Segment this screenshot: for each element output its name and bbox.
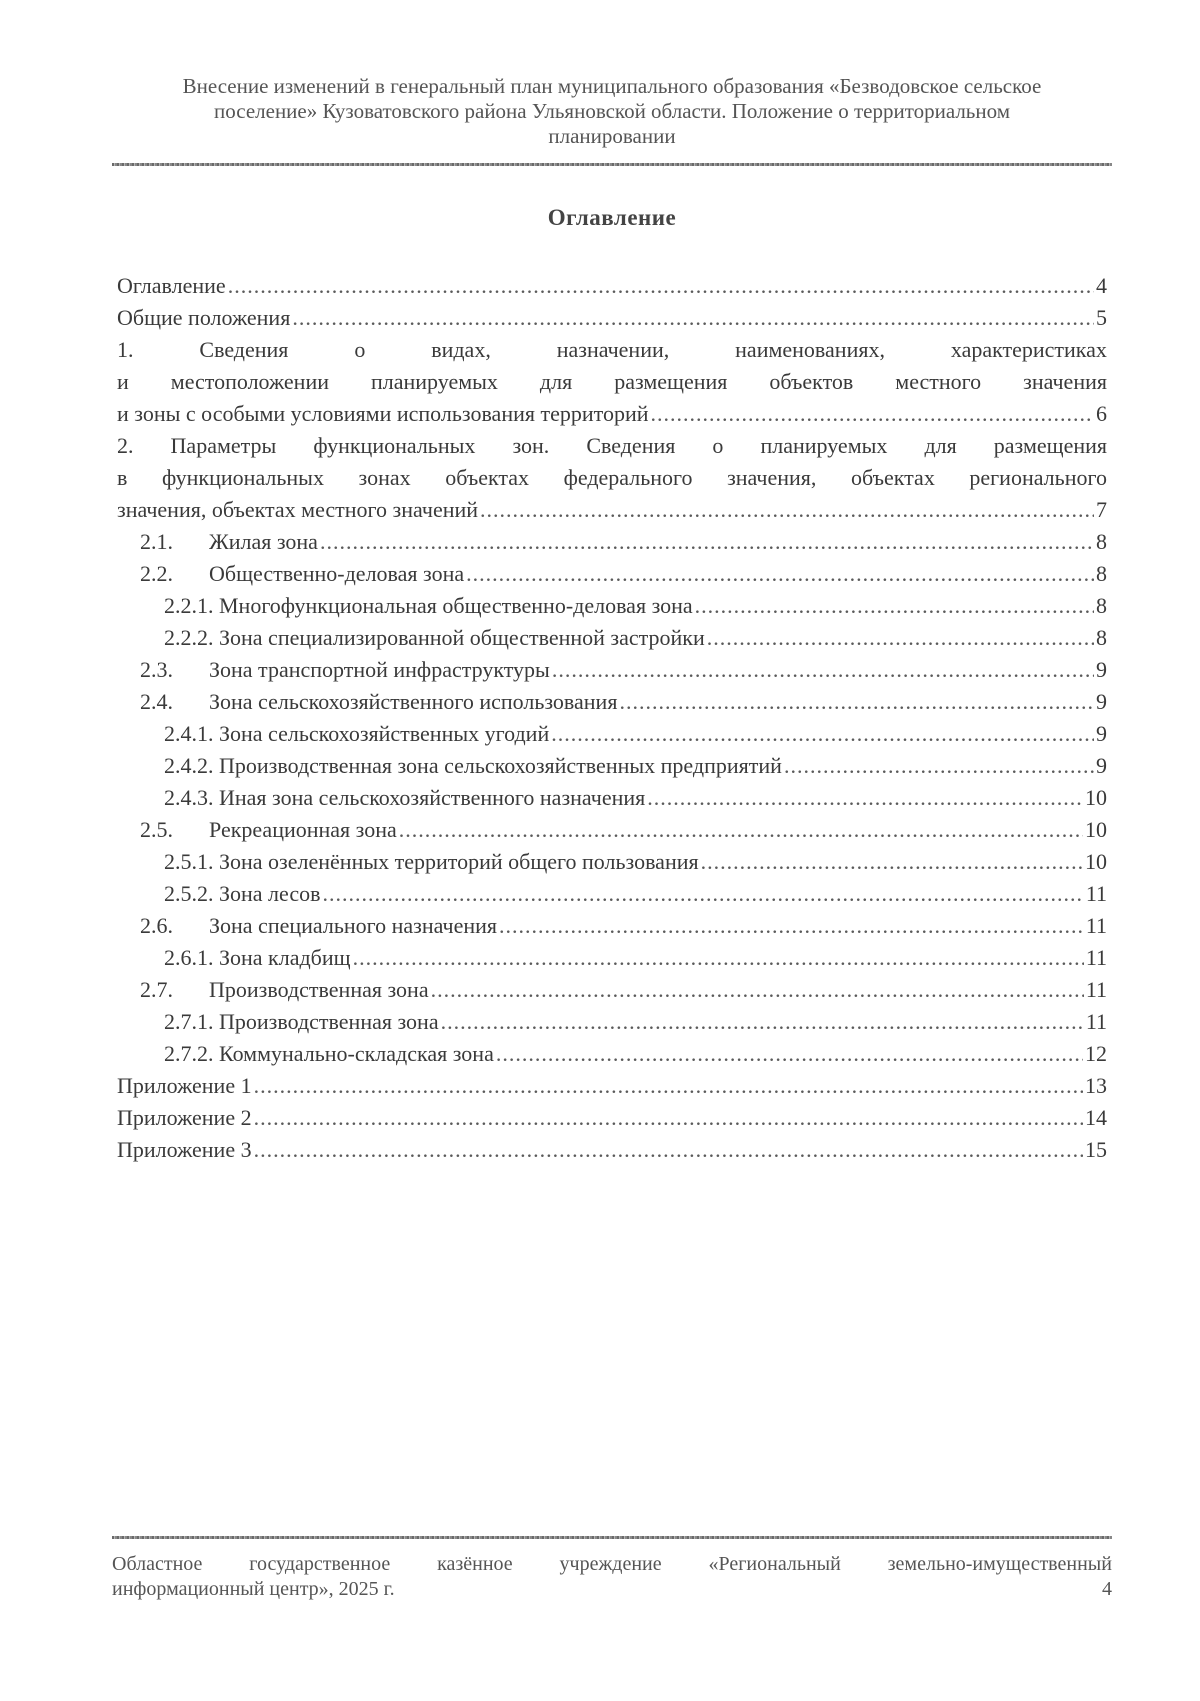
word: 1. [117, 337, 134, 362]
header-line-2: поселение» Кузоватовского района Ульяновской области. Положение о территориальном [213, 99, 1011, 123]
toc-entry-page: 11 [1085, 1009, 1107, 1034]
toc-entry-title: 2.5.1. Зона озеленённых территорий общего пользования [164, 849, 699, 874]
table-of-contents [117, 270, 1107, 1166]
word: для [539, 369, 573, 394]
toc-entry-title: 2.2.1. Многофункциональная общественно-деловая зона [164, 593, 693, 618]
word: Областное [112, 1553, 203, 1575]
toc-entry-title: Зона транспортной инфраструктуры [209, 657, 550, 682]
page-number: 4 [1102, 1578, 1112, 1600]
toc-entry-oglavlenie[interactable] [117, 270, 1107, 302]
toc-entry-2-2-1[interactable] [117, 590, 1107, 622]
header-divider [112, 163, 1112, 166]
footer-organization: информационный центр», 2025 г. [112, 1578, 395, 1600]
toc-entry-2-3[interactable] [117, 654, 1107, 686]
toc-entry-page: 11 [1085, 945, 1107, 970]
toc-entry-page: 10 [1085, 849, 1107, 874]
leader-dots [695, 590, 1094, 622]
toc-entry-2-4-3[interactable] [117, 782, 1107, 814]
toc-entry-2-7-1[interactable] [117, 1006, 1107, 1038]
word: характеристиках [950, 337, 1107, 362]
toc-entry-page: 5 [1096, 305, 1107, 330]
toc-entry-title: 2.2.2. Зона специализированной общественной застройки [164, 625, 705, 650]
toc-entry-line [117, 430, 1107, 462]
toc-entry-title: 2.7.2. Коммунально-складская зона [164, 1041, 494, 1066]
toc-entry-title: 2.4.2. Производственная зона сельскохозяйственных предприятий [164, 753, 782, 778]
word: функциональных [161, 465, 324, 490]
leader-dots [619, 686, 1094, 718]
toc-entry-line [117, 462, 1107, 494]
toc-entry-line [117, 366, 1107, 398]
toc-entry-appendix-1[interactable] [117, 1070, 1107, 1102]
toc-entry-2-5-2[interactable] [117, 878, 1107, 910]
toc-entry-number: 2.3. [140, 657, 173, 682]
toc-entry-page: 9 [1096, 721, 1107, 746]
toc-entry-title: 2.4.1. Зона сельскохозяйственных угодий [164, 721, 550, 746]
toc-entry-2-5-1[interactable] [117, 846, 1107, 878]
leader-dots [707, 622, 1094, 654]
leader-dots [784, 750, 1094, 782]
toc-entry-2-7-2[interactable] [117, 1038, 1107, 1070]
toc-entry-page: 9 [1096, 753, 1107, 778]
toc-entry-page: 10 [1085, 817, 1107, 842]
toc-entry-appendix-2[interactable] [117, 1102, 1107, 1134]
word: назначении, [556, 337, 670, 362]
toc-entry-section-2[interactable] [117, 430, 1107, 526]
toc-entry-page: 12 [1085, 1041, 1107, 1066]
word: Сведения [199, 337, 289, 362]
toc-entry-title: Рекреационная зона [209, 817, 397, 842]
toc-entry-title: Производственная зона [209, 977, 429, 1002]
leader-dots [441, 1006, 1084, 1038]
toc-entry-line [117, 334, 1107, 366]
toc-entry-title: Приложение 3 [117, 1137, 252, 1162]
word: планируемых [760, 433, 888, 458]
leader-dots [499, 910, 1084, 942]
word: 2. [117, 433, 134, 458]
leader-dots [323, 878, 1084, 910]
toc-entry-page: 9 [1096, 689, 1107, 714]
leader-dots [480, 494, 1094, 526]
toc-entry-obshchie-polozheniya[interactable] [117, 302, 1107, 334]
toc-entry-title: значения, объектах местного значений [117, 497, 479, 522]
toc-entry-page: 8 [1096, 593, 1107, 618]
toc-entry-page: 7 [1096, 497, 1107, 522]
word: размещения [614, 369, 728, 394]
running-header [112, 74, 1112, 149]
word: местоположении [170, 369, 329, 394]
word: и [117, 369, 129, 394]
toc-entry-title: 2.6.1. Зона кладбищ [164, 945, 351, 970]
toc-entry-title: и зоны с особыми условиями использования территорий [117, 401, 649, 426]
word: в [117, 465, 128, 490]
toc-entry-title: Приложение 1 [117, 1073, 252, 1098]
toc-entry-page: 10 [1085, 785, 1107, 810]
toc-entry-appendix-3[interactable] [117, 1134, 1107, 1166]
leader-dots [320, 526, 1094, 558]
leader-dots [552, 654, 1094, 686]
toc-heading: Оглавление [547, 205, 677, 230]
toc-entry-2-6[interactable] [117, 910, 1107, 942]
footer-line-1 [112, 1552, 1112, 1577]
toc-entry-page: 14 [1085, 1105, 1107, 1130]
toc-entry-number: 2.5. [140, 817, 173, 842]
word: объектов [769, 369, 854, 394]
toc-entry-line [117, 494, 1107, 526]
leader-dots [466, 558, 1094, 590]
toc-entry-section-1[interactable] [117, 334, 1107, 430]
word: «Региональный [708, 1553, 841, 1575]
leader-dots [254, 1134, 1083, 1166]
toc-entry-2-6-1[interactable] [117, 942, 1107, 974]
word: федерального [563, 465, 693, 490]
toc-entry-line [117, 398, 1107, 430]
toc-entry-page: 11 [1085, 977, 1107, 1002]
word: регионального [969, 465, 1107, 490]
toc-entry-page: 9 [1096, 657, 1107, 682]
toc-entry-title: Общие положения [117, 305, 291, 330]
word: размещения [993, 433, 1107, 458]
toc-entry-page: 8 [1096, 529, 1107, 554]
word: объектах [850, 465, 935, 490]
toc-entry-page: 11 [1085, 913, 1107, 938]
header-line-3: планировании [548, 124, 676, 148]
toc-entry-title: Зона сельскохозяйственного использования [209, 689, 618, 714]
footer-line-2 [112, 1577, 1112, 1602]
leader-dots [647, 782, 1083, 814]
running-footer [112, 1552, 1112, 1602]
toc-entry-2-1[interactable] [117, 526, 1107, 558]
toc-entry-2-4-2[interactable] [117, 750, 1107, 782]
toc-entry-number: 2.2. [140, 561, 173, 586]
leader-dots [254, 1102, 1083, 1134]
word: Параметры [170, 433, 277, 458]
word: о [354, 337, 366, 362]
toc-entry-title: Оглавление [117, 273, 226, 298]
leader-dots [254, 1070, 1083, 1102]
toc-entry-page: 15 [1085, 1137, 1107, 1162]
toc-entry-2-2[interactable] [117, 558, 1107, 590]
toc-entry-title: Жилая зона [209, 529, 318, 554]
toc-entry-page: 4 [1096, 273, 1107, 298]
leader-dots [431, 974, 1084, 1006]
word: зонах [358, 465, 411, 490]
leader-dots [228, 270, 1094, 302]
leader-dots [399, 814, 1083, 846]
toc-entry-number: 2.4. [140, 689, 173, 714]
word: учреждение [559, 1553, 662, 1575]
leader-dots [353, 942, 1084, 974]
toc-entry-2-5[interactable] [117, 814, 1107, 846]
word: местного [895, 369, 982, 394]
word: планируемых [370, 369, 498, 394]
header-line-1: Внесение изменений в генеральный план муниципального образования «Безводовское сельское [182, 74, 1042, 98]
footer-divider [112, 1536, 1112, 1539]
word: о [712, 433, 724, 458]
toc-entry-number: 2.1. [140, 529, 173, 554]
toc-entry-page: 6 [1096, 401, 1107, 426]
toc-entry-title: 2.7.1. Производственная зона [164, 1009, 439, 1034]
word: видах, [431, 337, 491, 362]
toc-entry-number: 2.7. [140, 977, 173, 1002]
leader-dots [551, 718, 1094, 750]
toc-entry-page: 11 [1085, 881, 1107, 906]
word: значения, [727, 465, 817, 490]
toc-entry-title: Приложение 2 [117, 1105, 252, 1130]
word: наименованиях, [735, 337, 885, 362]
leader-dots [701, 846, 1083, 878]
toc-entry-title: 2.4.3. Иная зона сельскохозяйственного назначения [164, 785, 646, 810]
toc-entry-2-7[interactable] [117, 974, 1107, 1006]
toc-entry-title: Общественно-деловая зона [209, 561, 465, 586]
word: значения [1023, 369, 1107, 394]
toc-entry-title: Зона специального назначения [209, 913, 498, 938]
word: для [924, 433, 957, 458]
toc-entry-2-4-1[interactable] [117, 718, 1107, 750]
word: земельно-имущественный [887, 1553, 1112, 1575]
toc-entry-2-2-2[interactable] [117, 622, 1107, 654]
toc-entry-number: 2.6. [140, 913, 173, 938]
toc-entry-page: 13 [1085, 1073, 1107, 1098]
word: казённое [437, 1553, 513, 1575]
leader-dots [496, 1038, 1083, 1070]
word: зон. [512, 433, 550, 458]
toc-entry-title: 2.5.2. Зона лесов [164, 881, 321, 906]
toc-entry-2-4[interactable] [117, 686, 1107, 718]
word: Сведения [586, 433, 676, 458]
leader-dots [292, 302, 1094, 334]
word: функциональных [313, 433, 476, 458]
toc-entry-page: 8 [1096, 561, 1107, 586]
toc-entry-page: 8 [1096, 625, 1107, 650]
word: объектах [445, 465, 530, 490]
word: государственное [249, 1553, 391, 1575]
leader-dots [651, 398, 1094, 430]
